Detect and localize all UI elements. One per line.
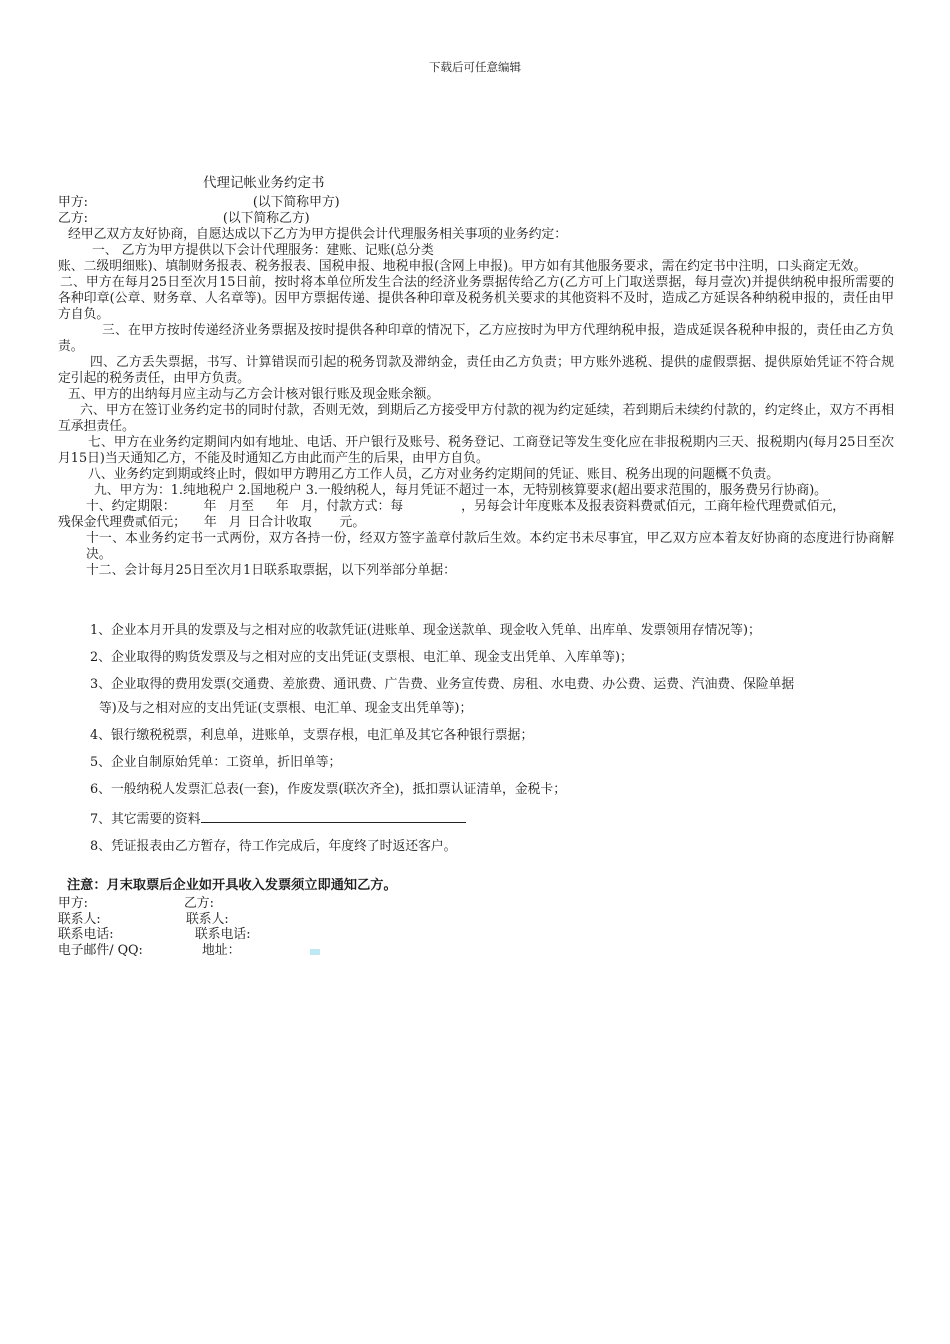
list-item: 8、凭证报表由乙方暂存，待工作完成后，年度终了时返还客户。 bbox=[90, 839, 457, 854]
clause-4: 四、乙方丢失票据，书写、计算错误而引起的税务罚款及滞纳金，责任由乙方负责；甲方账外逃税、提供的虚假票据、提供原始凭证不符合规定引起的税务责任，由甲方负责。 bbox=[58, 355, 894, 386]
page-header: 下载后可任意编辑 bbox=[429, 60, 521, 74]
clause-10-line-1 bbox=[58, 499, 894, 515]
party-a-contact-label: 联系人: bbox=[58, 911, 101, 927]
party-a-label: 甲方: bbox=[58, 195, 88, 210]
party-b-label: 乙方: bbox=[58, 211, 88, 226]
party-b-phone-label: 联系电话: bbox=[195, 927, 251, 942]
party-b-note: (以下简称乙方) bbox=[222, 211, 310, 226]
clause-11-text: 十一、本业务约定书一式两份，双方各持一份，经双方签字盖章付款后生效。本约定书未尽事宜，甲乙双方应本着友好协商的态度进行协商解决。 bbox=[86, 531, 894, 562]
clause-12: 十二、会计每月25日至次月1日联系取票据，以下列举部分单据： bbox=[86, 563, 456, 578]
list-item: 1、企业本月开具的发票及与之相对应的收款凭证(进账单、现金送款单、现金收入凭单、出库单、发票领用存情况等)； bbox=[90, 623, 761, 638]
party-b-sign-label: 乙方: bbox=[184, 896, 214, 911]
clause-7: 七、甲方在业务约定期间内如有地址、电话、开户银行及账号、税务登记、工商登记等发生变化应在非报税期内三天、报税期内(每月25日至次月15日)当天通知乙方，不能及时通知乙方由此而产生的后果，由甲方自负。 bbox=[58, 435, 894, 466]
clause-1-heading: 一、 乙方为甲方提供以下会计代理服务：建账、记账(总分类 bbox=[92, 243, 434, 258]
clause-5: 五、甲方的出纳每月应主动与乙方会计核对银行账及现金账余额。 bbox=[68, 387, 440, 402]
clause-1-body: 账、二级明细账)、填制财务报表、税务报表、国税申报、地税申报(含网上申报)。甲方如有其他服务要求，需在约定书中注明，口头商定无效。 bbox=[58, 259, 867, 274]
clause-10-disability-fee: 残保金代理费贰佰元； bbox=[58, 515, 186, 530]
clause-10-year-1: 年 bbox=[203, 499, 217, 514]
clause-3: 三、在甲方按时传递经济业务票据及按时提供各种印章的情况下，乙方应按时为甲方代理纳税申报，造成延误各税种申报的，责任由乙方负责。 bbox=[58, 323, 894, 354]
list-item-text: 7、其它需要的资料 bbox=[90, 812, 201, 827]
clause-10-yuan: 元。 bbox=[339, 515, 366, 530]
document-list bbox=[90, 623, 894, 866]
contract-body bbox=[58, 195, 894, 579]
list-item: 2、企业取得的购货发票及与之相对应的支出凭证(支票根、电汇单、现金支出凭单、入库单等)； bbox=[90, 650, 633, 665]
clause-10-total-label: 日合计收取 bbox=[247, 515, 312, 530]
clause-10-term-label: 十、约定期限： bbox=[86, 499, 176, 514]
clause-2: 二、甲方在每月25日至次月15日前，按时将本单位所发生合法的经济业务票据传给乙方(乙方可上门取送票据，每月壹次)并提供纳税申报所需要的各种印章(公章、财务章、人名章等)。因甲方票据传递、提供各种印章及税务机关要求的其他资料不及时，造成乙方延误各种纳税申报的，责任由甲方自负。 bbox=[58, 275, 894, 322]
clause-10-month-3: 月 bbox=[228, 515, 242, 530]
document-title: 代理记帐业务约定书 bbox=[203, 175, 325, 191]
notice: 注意：月末取票后企业如开具收入发票须立即通知乙方。 bbox=[67, 878, 397, 893]
party-a-phone-label: 联系电话: bbox=[58, 927, 114, 942]
party-b-line bbox=[58, 211, 894, 227]
party-a-note: (以下简称甲方) bbox=[252, 195, 340, 210]
clause-10-line-2 bbox=[58, 515, 894, 531]
fill-in-blank bbox=[201, 809, 466, 823]
party-a-sign-label: 甲方: bbox=[58, 896, 88, 911]
clause-10-year-3: 年 bbox=[203, 515, 217, 530]
clause-10-payment-method: 月，付款方式：每 bbox=[300, 499, 404, 514]
list-item: 等)及与之相对应的支出凭证(支票根、电汇单、现金支出凭单等)； bbox=[99, 701, 473, 716]
clause-10-fees: ，另每会计年度账本及报表资料费贰佰元，工商年检代理费贰佰元， bbox=[461, 499, 846, 514]
list-item-other bbox=[90, 809, 894, 828]
clause-6: 六、甲方在签订业务约定书的同时付款，否则无效，到期后乙方接受甲方付款的视为约定延续，若到期后未续约付款的，约定终止，双方不再相互承担责任。 bbox=[58, 403, 894, 434]
clause-10-year-2: 年 bbox=[275, 499, 289, 514]
clause-8: 八、业务约定到期或终止时，假如甲方聘用乙方工作人员，乙方对业务约定期间的凭证、账目、税务出现的问题概不负责。 bbox=[88, 467, 780, 482]
party-b-address-label: 地址： bbox=[202, 942, 241, 958]
intro-paragraph: 经甲乙双方友好协商，自愿达成以下乙方为甲方提供会计代理服务相关事项的业务约定： bbox=[68, 227, 568, 242]
clause-10-month-to: 月至 bbox=[228, 499, 254, 514]
list-item: 4、银行缴税税票，利息单，进账单，支票存根，电汇单及其它各种银行票据； bbox=[90, 728, 534, 743]
clause-9: 九、甲方为：1.纯地税户 2.国地税户 3.一般纳税人，每月凭证不超过一本，无特别核算要求(超出要求范围的，服务费另行协商)。 bbox=[94, 483, 827, 498]
highlight-marker bbox=[310, 949, 320, 955]
list-item: 6、一般纳税人发票汇总表(一套)，作废发票(联次齐全)，抵扣票认证清单，金税卡； bbox=[90, 782, 567, 797]
party-b-contact-label: 联系人: bbox=[186, 911, 229, 927]
party-a-line bbox=[58, 195, 894, 211]
list-item: 3、企业取得的费用发票(交通费、差旅费、通讯费、广告费、业务宣传费、房租、水电费、办公费、运费、汽油费、保险单据 bbox=[90, 677, 795, 692]
clause-11 bbox=[58, 531, 894, 563]
list-item: 5、企业自制原始凭单：工资单，折旧单等； bbox=[90, 755, 342, 770]
party-a-email-label: 电子邮件/ QQ: bbox=[58, 942, 143, 958]
